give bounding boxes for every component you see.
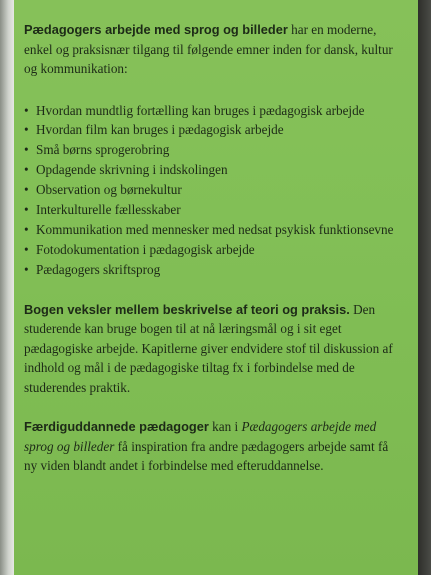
graduates-paragraph: Færdiguddannede pædagoger kan i Pædagogers arbejde med sprog og billeder få inspiration fra andre pædagogers arbejde samt få ny viden blandt andet i forbindelse med efteruddannelse. xyxy=(24,419,389,474)
list-item: • Hvordan film kan bruges i pædagogisk arbejde xyxy=(24,120,404,140)
bullet-icon: • xyxy=(24,162,29,178)
theory-practice-paragraph xyxy=(24,300,404,398)
bullet-icon: • xyxy=(24,122,29,138)
list-item: • Observation og børnekultur xyxy=(24,180,404,200)
list-item: • Hvordan mundtlig fortælling kan bruges i pædagogisk arbejde xyxy=(24,101,404,121)
back-cover-page xyxy=(14,0,418,575)
list-item: • Pædagogers skriftsprog xyxy=(24,260,404,280)
bullet-icon: • xyxy=(24,241,29,257)
list-item: • Kommunikation med mennesker med nedsat psykisk funktionsevne xyxy=(24,220,404,240)
bullet-icon: • xyxy=(24,261,29,277)
bullet-icon: • xyxy=(24,221,29,237)
intro-bold-title: Pædagogers arbejde med sprog og billeder xyxy=(24,22,288,37)
bullet-icon: • xyxy=(24,202,29,218)
bullet-icon: • xyxy=(24,142,29,158)
book-spine-edge xyxy=(0,0,14,575)
bullet-icon: • xyxy=(24,182,29,198)
theory-practice-bold: Bogen veksler mellem beskrivelse af teori og praksis. xyxy=(24,301,350,317)
list-item: • Interkulturelle fællesskaber xyxy=(24,200,404,220)
intro-paragraph xyxy=(24,20,404,79)
theory-practice-text: Den studerende kan bruge bogen til at nå læringsmål og i sit eget pædagogiske arbejde. Kapitlerne giver endvidere stof til diskussion af indhold og mål i de pædagogiske tiltag fx i forbindelse med de studerendes praktik. xyxy=(24,301,393,395)
list-item: • Opdagende skrivning i indskolingen xyxy=(24,160,404,180)
graduates-bold: Færdiguddannede pædagoger xyxy=(24,419,209,435)
intro-text: har en moderne, enkel og praksisnær tilgang til følgende emner inden for dansk, kultur og kommunikation: xyxy=(24,22,393,76)
topic-list xyxy=(24,101,404,280)
list-item: • Fotodokumentation i pædagogisk arbejde xyxy=(24,240,404,260)
graduates-text: få inspiration fra andre pædagogers arbejde samt få ny viden blandt andet i forbindelse med efteruddannelse. xyxy=(24,438,389,474)
book-title-italic: Pædagogers arbejde med sprog og billeder xyxy=(24,419,377,454)
bullet-icon: • xyxy=(24,102,29,118)
list-item: • Små børns sprogerobring xyxy=(24,140,404,160)
background-shadow xyxy=(418,0,431,575)
